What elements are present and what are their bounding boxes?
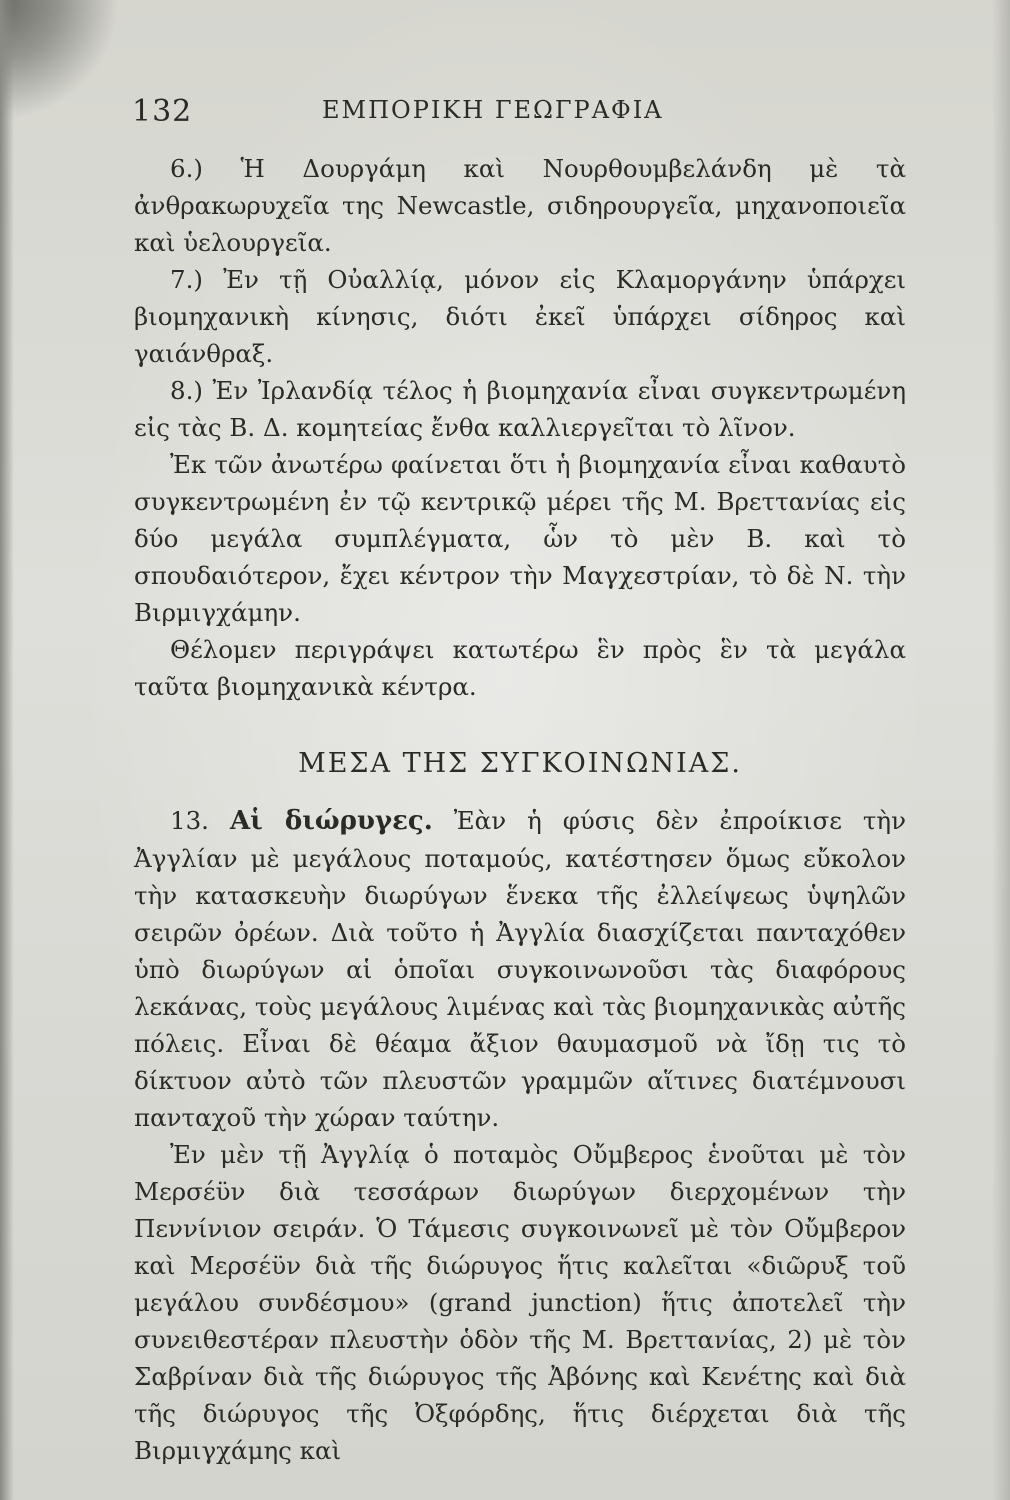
running-title: ΕΜΠΟΡΙΚΗ ΓΕΩΓΡΑΦΙΑ <box>322 96 664 124</box>
paragraph-item-6: 6.) Ἡ Δουργάμη καὶ Νουρθουμβελάνδη μὲ τὰ ἀνθρακωρυχεῖα της Newcastle, σιδηρουργεῖα, μηχανοποιεῖα καὶ ὑελουργεῖα. <box>134 154 906 257</box>
paragraph-number: 13. <box>170 806 209 835</box>
paragraph-england-canals: Ἐν μὲν τῇ Ἀγγλίᾳ ὁ ποταμὸς Οὔμβερος ἑνοῦται μὲ τὸν Μερσέϋν διὰ τεσσάρων διωρύγων διερχομένων τὴν Πεννίνιον σειράν. Ὁ Τάμεσις συγκοινωνεῖ μὲ τὸν Οὔμβερον καὶ Μερσέϋν διὰ τῆς διώρυγος ἥτις καλεῖται «διῶρυξ τοῦ μεγάλου συνδέσμου» (grand junction) ἥτις ἀποτελεῖ τὴν συνειθεστέραν πλευστὴν ὁδὸν τῆς Μ. Βρεττανίας, 2) μὲ τὸν Σαβρίναν διὰ τῆς διώρυγος τῆς Ἀβόνης καὶ Κενέτης καὶ διὰ τῆς διώρυγος τῆς Ὀξφόρδης, ἥτις διέρχεται διὰ τῆς Βιρμιγχάμης καὶ <box>134 1140 906 1465</box>
page-header <box>132 90 892 136</box>
paragraph-canals-text: Ἐὰν ἡ φύσις δὲν ἐπροίκισε τὴν Ἀγγλίαν μὲ μεγάλους ποταμούς, κατέστησεν ὅμως εὔκολον τὴν κατασκευὴν διωρύγων ἕνεκα τῆς ἐλλείψεως ὑψηλῶν σειρῶν ὀρέων. Διὰ τοῦτο ἡ Ἀγγλία διασχίζεται πανταχόθεν ὑπὸ διωρύγων αἱ ὁποῖαι συγκοινωνοῦσι τὰς διαφόρους λεκάνας, τοὺς μεγάλους λιμένας καὶ τὰς βιομηχανικὰς αὐτῆς πόλεις. Εἶναι δὲ θέαμα ἄξιον θαυμασμοῦ νὰ ἴδῃ τις τὸ δίκτυον αὐτὸ τῶν πλευστῶν γραμμῶν αἵτινες διατέμνουσι πανταχοῦ τὴν χώραν ταύτην. <box>134 806 906 1132</box>
page-number: 132 <box>132 94 193 129</box>
paragraph-item-8: 8.) Ἐν Ἰρλανδίᾳ τέλος ἡ βιομηχανία εἶναι συγκεντρωμένη εἰς τὰς Β. Δ. κομητείας ἔνθα καλλιεργεῖται τὸ λῖνον. <box>134 376 906 442</box>
section-heading: ΜΕΣΑ ΤΗΣ ΣΥΓΚΟΙΝΩΝΙΑΣ. <box>298 748 742 779</box>
paragraph-summary: Ἐκ τῶν ἀνωτέρω φαίνεται ὅτι ἡ βιομηχανία εἶναι καθαυτὸ συγκεντρωμένη ἐν τῷ κεντρικῷ μέρει τῆς Μ. Βρεττανίας εἰς δύο μεγάλα συμπλέγματα, ὧν τὸ μὲν Β. καὶ τὸ σπουδαιότερον, ἔχει κέντρον τὴν Μαγχεστρίαν, τὸ δὲ Ν. τὴν Βιρμιγχάμην. <box>134 450 906 627</box>
page-right-edge <box>992 0 1010 1500</box>
paragraph-title: Αἱ διώρυγες. <box>229 806 433 836</box>
body-text <box>134 150 906 1469</box>
page-left-edge <box>0 0 14 1500</box>
paragraph-item-7: 7.) Ἐν τῇ Οὐαλλίᾳ, μόνον εἰς Κλαμοργάνην ὑπάρχει βιομηχανικὴ κίνησις, διότι ἐκεῖ ὑπάρχει σίδηρος καὶ γαιάνθραξ. <box>134 265 906 368</box>
page-corner-shadow <box>0 0 120 120</box>
paragraph-canals <box>134 802 906 1136</box>
paragraph-description: Θέλομεν περιγράψει κατωτέρω ἓν πρὸς ἓν τὰ μεγάλα ταῦτα βιομηχανικὰ κέντρα. <box>134 635 906 701</box>
